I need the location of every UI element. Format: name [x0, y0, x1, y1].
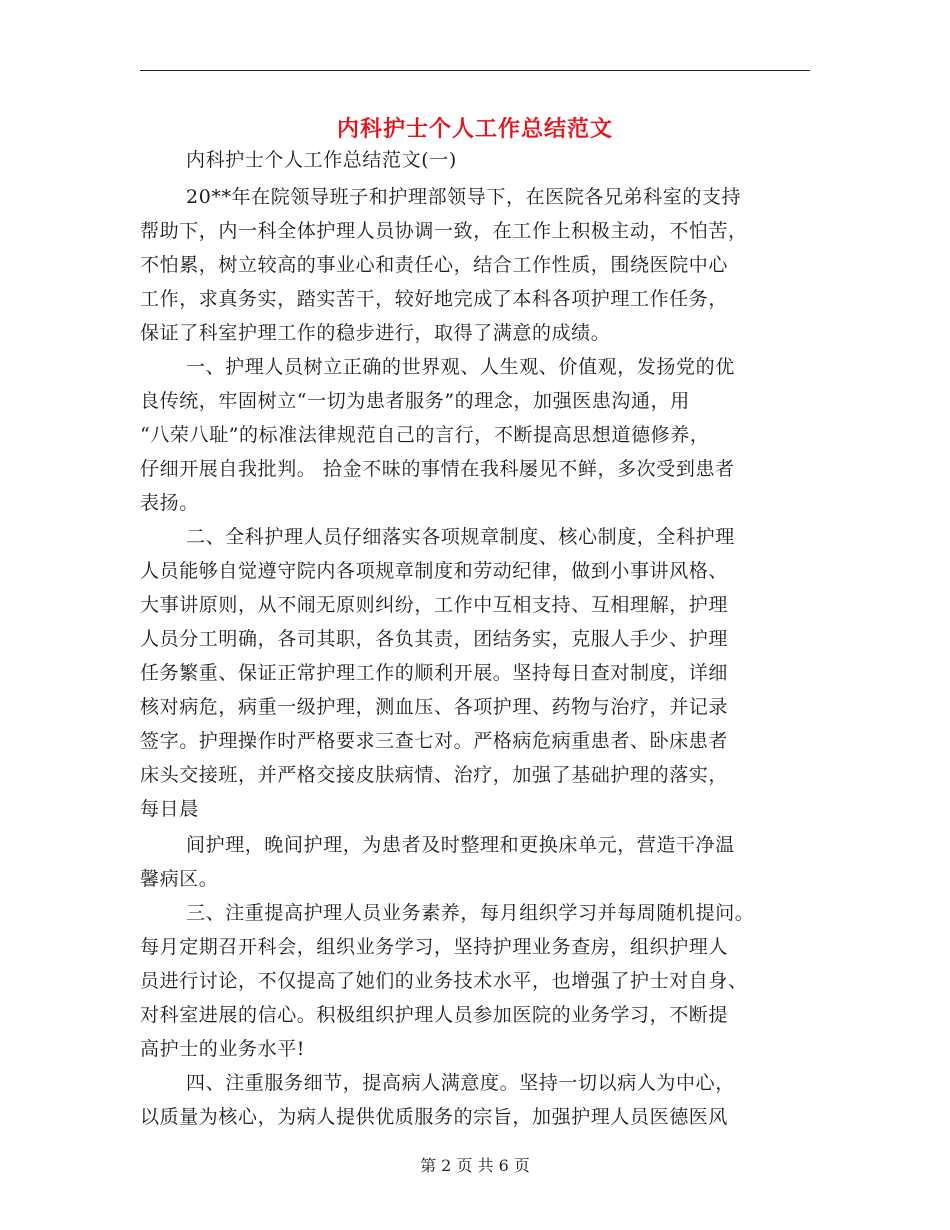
text-line: 核对病危，病重一级护理，测血压、各项护理、药物与治疗，并记录 — [140, 696, 729, 718]
text-line: 四、注重服务细节，提高病人满意度。坚持一切以病人为中心， — [186, 1072, 735, 1094]
text-line: 员进行讨论，不仅提高了她们的业务技术水平，也增强了护士对自身、 — [140, 970, 748, 992]
text-line: 内科护士个人工作总结范文(一) — [186, 149, 457, 171]
text-line: 签字。护理操作时严格要求三查七对。严格病危病重患者、卧床患者 — [140, 730, 729, 752]
text-line: 以质量为核心，为病人提供优质服务的宗旨，加强护理人员医德医风 — [140, 1106, 729, 1128]
text-line: “八荣八耻”的标准法律规范自己的言行，不断提高思想道德修养， — [140, 424, 710, 446]
text-line: 对科室进展的信心。积极组织护理人员参加医院的业务学习，不断提 — [140, 1004, 729, 1026]
text-line: 高护士的业务水平! — [140, 1038, 306, 1060]
page-number: 第 2 页 共 6 页 — [420, 1156, 530, 1175]
text-line: 任务繁重、保证正常护理工作的顺利开展。坚持每日查对制度，详细 — [140, 662, 729, 684]
text-line: 每月定期召开科会，组织业务学习，坚持护理业务查房，组织护理人 — [140, 936, 729, 958]
text-line: 20**年在院领导班子和护理部领导下，在医院各兄弟科室的支持 — [186, 186, 742, 208]
text-line: 间护理，晚间护理，为患者及时整理和更换床单元，营造干净温 — [186, 834, 735, 856]
text-line: 大事讲原则，从不闹无原则纠纷，工作中互相支持、互相理解，护理 — [140, 594, 729, 616]
text-line: 仔细开展自我批判。 拾金不昧的事情在我科屡见不鲜，多次受到患者 — [140, 458, 735, 480]
text-line: 一、护理人员树立正确的世界观、人生观、价值观，发扬党的优 — [186, 356, 735, 378]
text-line: 三、注重提高护理人员业务素养，每月组织学习并每周随机提问。 — [186, 902, 755, 924]
text-line: 每日晨 — [140, 798, 199, 820]
text-line: 表扬。 — [140, 492, 199, 514]
text-line: 良传统，牢固树立“一切为患者服务”的理念，加强医患沟通，用 — [140, 390, 690, 412]
header-rule — [140, 70, 810, 71]
document-title: 内科护士个人工作总结范文 — [336, 116, 613, 142]
text-line: 馨病区。 — [140, 868, 219, 890]
text-line: 帮助下，内一科全体护理人员协调一致，在工作上积极主动，不怕苦， — [140, 220, 748, 242]
text-line: 床头交接班，并严格交接皮肤病情、治疗，加强了基础护理的落实， — [140, 764, 729, 786]
text-line: 工作，求真务实，踏实苦干，较好地完成了本科各项护理工作任务， — [140, 288, 729, 310]
text-line: 保证了科室护理工作的稳步进行，取得了满意的成绩。 — [140, 322, 611, 344]
text-line: 人员能够自觉遵守院内各项规章制度和劳动纪律，做到小事讲风格、 — [140, 560, 729, 582]
text-line: 不怕累，树立较高的事业心和责任心，结合工作性质，围绕医院中心 — [140, 254, 729, 276]
text-line: 二、全科护理人员仔细落实各项规章制度、核心制度，全科护理 — [186, 526, 735, 548]
text-line: 人员分工明确，各司其职，各负其责，团结务实，克服人手少、护理 — [140, 628, 729, 650]
